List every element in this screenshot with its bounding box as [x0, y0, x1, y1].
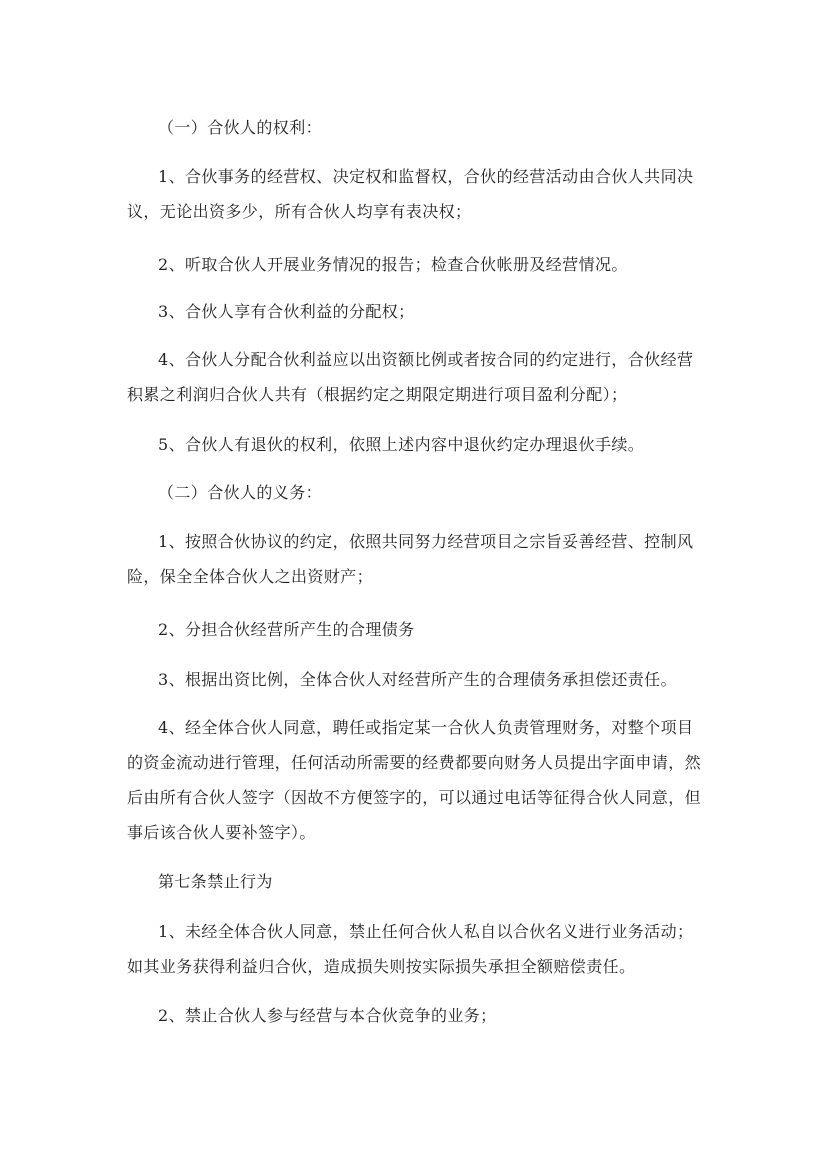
paragraph-line: 1、合伙事务的经营权、决定权和监督权，合伙的经营活动由合伙人共同决	[158, 167, 694, 186]
paragraph-line: 5、合伙人有退伙的权利，依照上述内容中退伙约定办理退伙手续。	[158, 435, 645, 454]
paragraph-line: 积累之利润归合伙人共有（根据约定之期限定期进行项目盈利分配）；	[127, 385, 628, 404]
paragraph-line: 4、合伙人分配合伙利益应以出资额比例或者按合同的约定进行，合伙经营	[158, 350, 694, 369]
paragraph-line: （一）合伙人的权利：	[158, 118, 323, 137]
paragraph-line: 事后该合伙人要补签字）。	[127, 823, 316, 842]
paragraph-line: 的资金流动进行管理，任何活动所需要的经费都要向财务人员提出字面申请，然	[127, 753, 702, 772]
paragraph-line: 第七条禁止行为	[158, 872, 273, 891]
paragraph-line: 如其业务获得利益归合伙，造成损失则按实际损失承担全额赔偿责任。	[127, 957, 636, 976]
paragraph-line: 4、经全体合伙人同意，聘任或指定某一合伙人负责管理财务，对整个项目	[158, 718, 694, 737]
paragraph-line: 1、未经全体合伙人同意，禁止任何合伙人私自以合伙名义进行业务活动；	[158, 922, 694, 941]
paragraph-line: 3、合伙人享有合伙利益的分配权；	[158, 302, 415, 321]
paragraph-line: 议，无论出资多少，所有合伙人均享有表决权；	[127, 202, 472, 221]
paragraph-line: 2、禁止合伙人参与经营与本合伙竞争的业务；	[158, 1006, 497, 1025]
paragraph-line: （二）合伙人的义务：	[158, 483, 323, 502]
paragraph-line: 3、根据出资比例，全体合伙人对经营所产生的合理债务承担偿还责任。	[158, 670, 677, 689]
paragraph-line: 险，保全全体合伙人之出资财产；	[127, 567, 374, 586]
paragraph-line: 2、分担合伙经营所产生的合理债务	[158, 620, 415, 639]
paragraph-line: 后由所有合伙人签字（因故不方便签字的，可以通过电话等征得合伙人同意，但	[127, 788, 702, 807]
paragraph-line: 2、听取合伙人开展业务情况的报告；检查合伙帐册及经营情况。	[158, 255, 628, 274]
paragraph-line: 1、按照合伙协议的约定，依照共同努力经营项目之宗旨妥善经营、控制风	[158, 532, 694, 551]
